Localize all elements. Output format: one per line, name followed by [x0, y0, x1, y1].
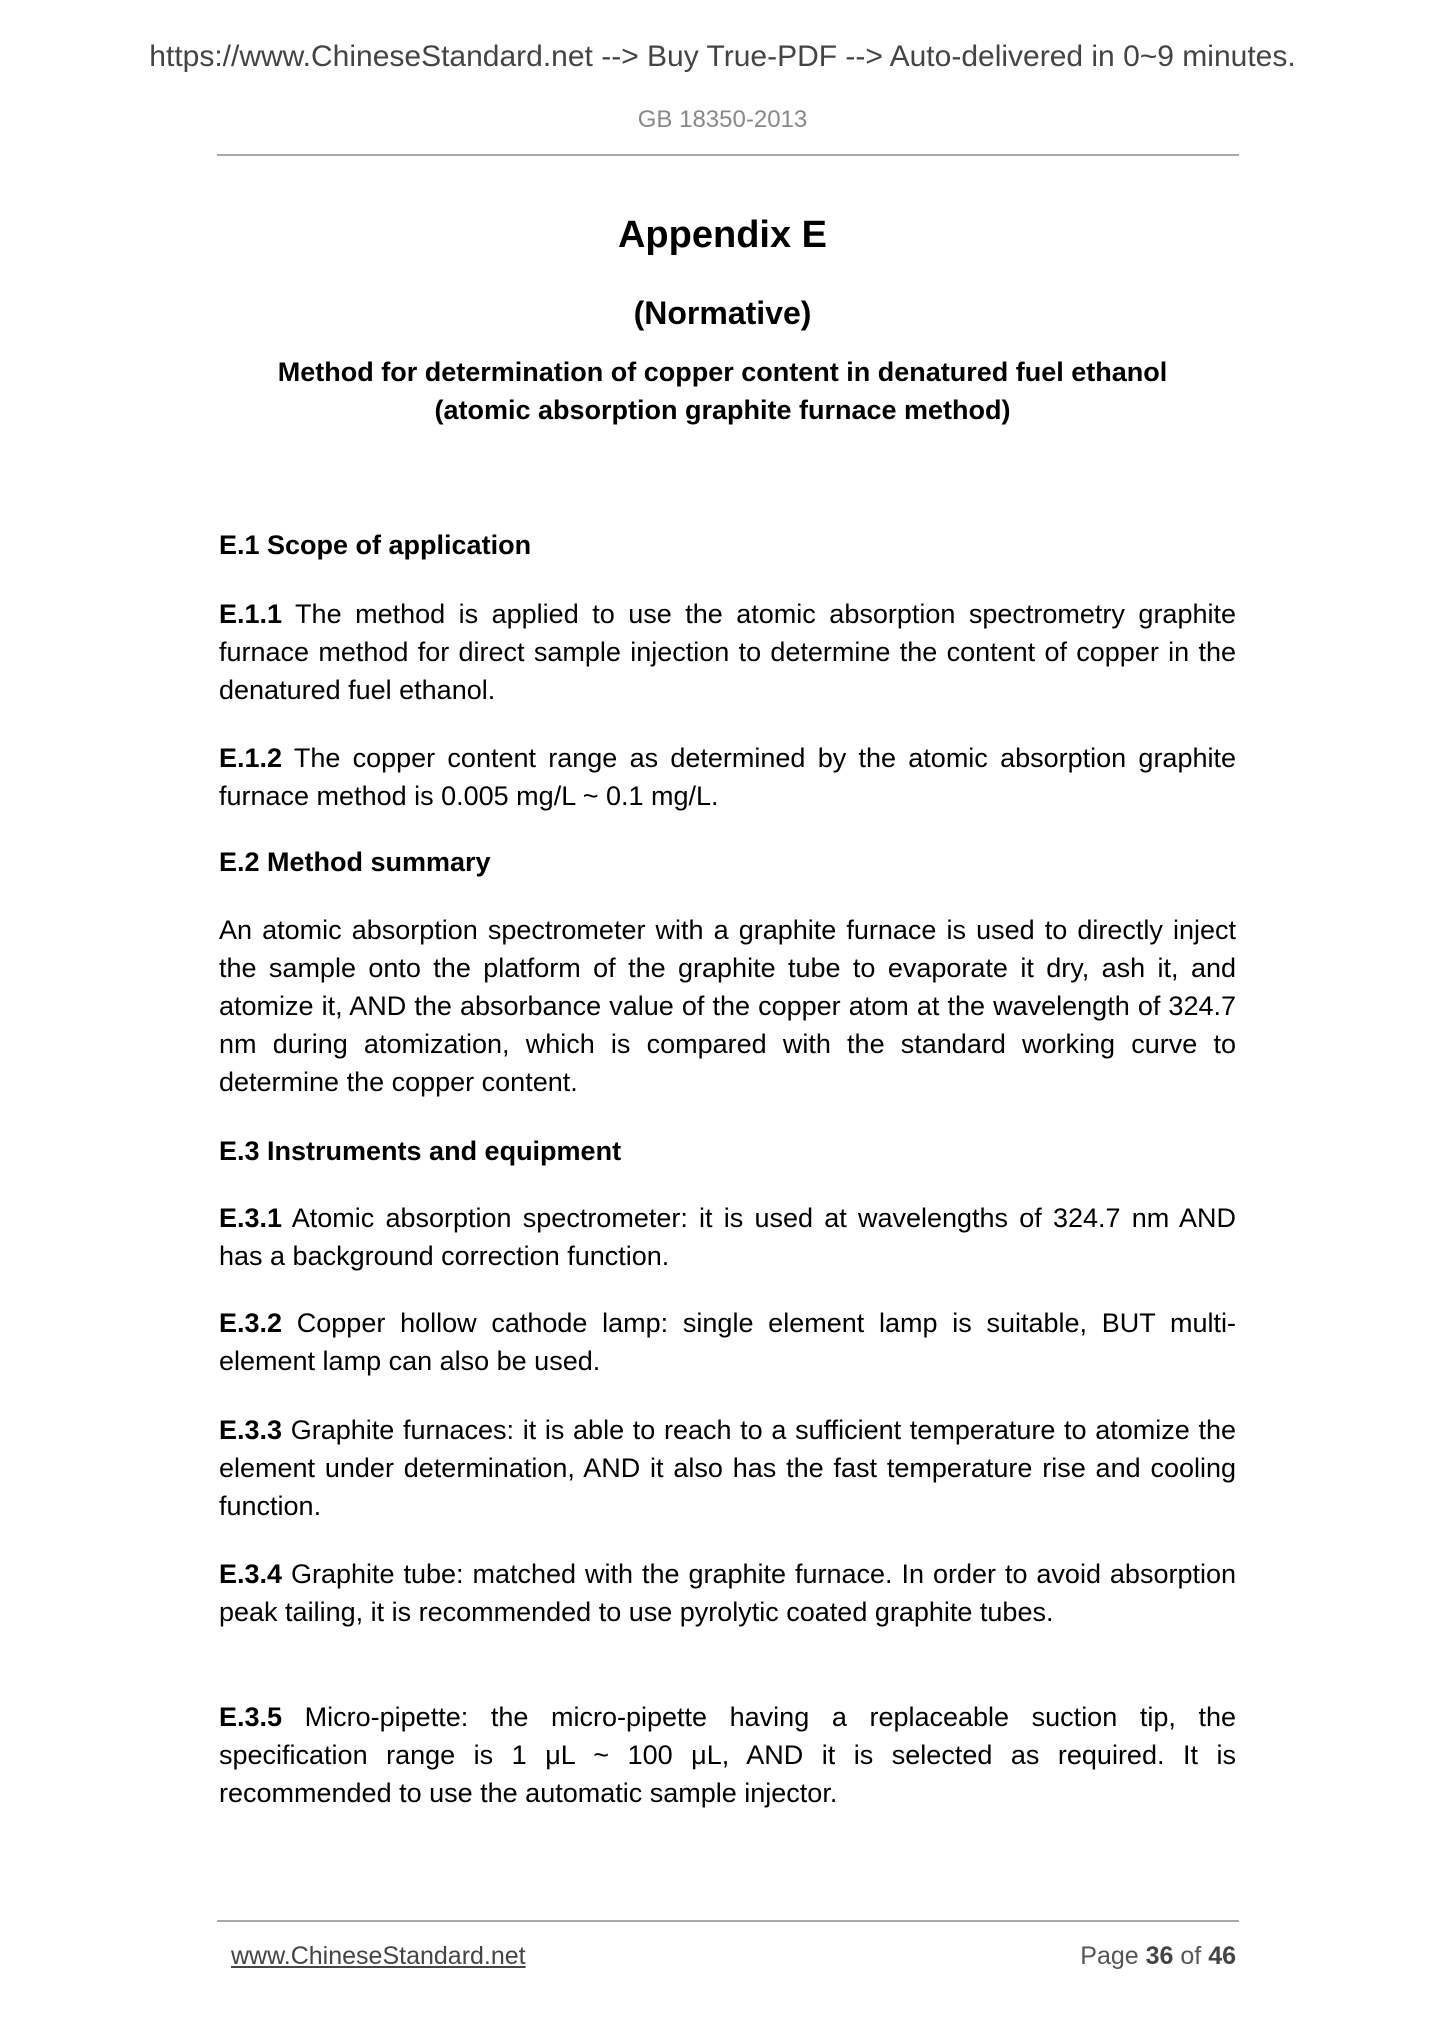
clause-number: E.3.2 [219, 1308, 283, 1338]
top-banner: https://www.ChineseStandard.net --> Buy True-PDF --> Auto-delivered in 0~9 minutes. [149, 40, 1296, 73]
page-current: 36 [1145, 1942, 1174, 1970]
clause-e1-2 [219, 739, 1236, 815]
clause-e3-4 [219, 1555, 1236, 1631]
page-total: 46 [1208, 1942, 1236, 1970]
method-title-line-1: Method for determination of copper content in denatured fuel ethanol [277, 357, 1168, 387]
section-heading-e1: E.1 Scope of application [219, 530, 532, 560]
clause-text: Copper hollow cathode lamp: single element lamp is suitable, BUT multi-element lamp can also be used. [219, 1308, 1236, 1376]
method-title [0, 353, 1445, 429]
header-divider [217, 154, 1239, 156]
appendix-title: Appendix E [617, 214, 828, 256]
normative-label: (Normative) [633, 295, 812, 331]
page-label: Page [1080, 1942, 1146, 1970]
method-summary-text: An atomic absorption spectrometer with a graphite furnace is used to directly inject the sample onto the platform of the graphite tube to evaporate it dry, ash it, and atomize it, AND the absorbance value of the copper atom at the wavelength of 324.7 nm during atomization, which is compared with the standard working curve to determine the copper content. [219, 915, 1236, 1097]
footer-website-link[interactable]: www.ChineseStandard.net [231, 1942, 526, 1970]
clause-text: Graphite tube: matched with the graphite furnace. In order to avoid absorption peak tailing, it is recommended to use pyrolytic coated graphite tubes. [219, 1559, 1236, 1627]
section-heading-e3: E.3 Instruments and equipment [219, 1136, 622, 1166]
clause-e3-5 [219, 1698, 1236, 1812]
footer-divider [217, 1920, 1239, 1922]
clause-e3-2 [219, 1304, 1236, 1380]
clause-number: E.1.1 [219, 599, 283, 629]
method-title-line-2: (atomic absorption graphite furnace method) [434, 395, 1011, 425]
clause-text: Graphite furnaces: it is able to reach to a sufficient temperature to atomize the element under determination, AND it also has the fast temperature rise and cooling function. [219, 1415, 1236, 1521]
clause-number: E.3.5 [219, 1702, 283, 1732]
clause-text: The method is applied to use the atomic absorption spectrometry graphite furnace method for direct sample injection to determine the content of copper in the denatured fuel ethanol. [219, 599, 1236, 705]
clause-text: Micro-pipette: the micro-pipette having a replaceable suction tip, the specification range is 1 μL ~ 100 μL, AND it is selected as required. It is recommended to use the automatic sample injector. [219, 1702, 1236, 1808]
clause-e3-3 [219, 1411, 1236, 1525]
section-heading-e2: E.2 Method summary [219, 847, 491, 877]
clause-number: E.3.1 [219, 1203, 283, 1233]
clause-number: E.3.4 [219, 1559, 283, 1589]
clause-e1-1 [219, 595, 1236, 709]
page-of: of [1173, 1942, 1209, 1970]
clause-number: E.3.3 [219, 1415, 283, 1445]
clause-text: The copper content range as determined by the atomic absorption graphite furnace method is 0.005 mg/L ~ 0.1 mg/L. [219, 743, 1236, 811]
clause-e3-1 [219, 1199, 1236, 1275]
page-number [1000, 1942, 1236, 1971]
clause-text: Atomic absorption spectrometer: it is used at wavelengths of 324.7 nm AND has a background correction function. [219, 1203, 1236, 1271]
document-code: GB 18350-2013 [637, 106, 808, 133]
clause-number: E.1.2 [219, 743, 283, 773]
